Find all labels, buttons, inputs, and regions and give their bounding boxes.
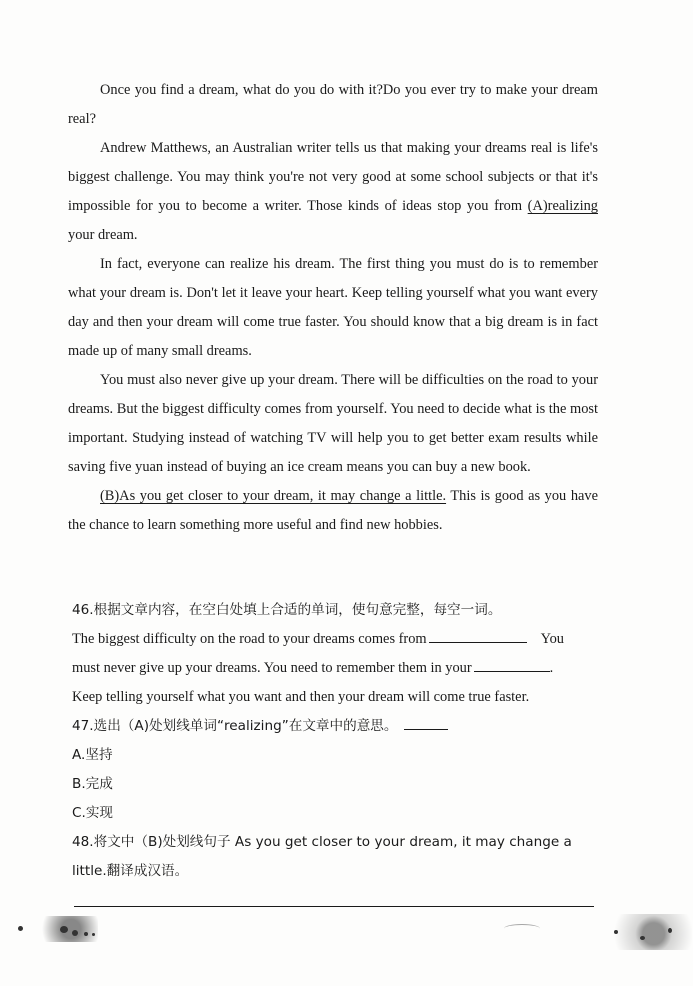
underlined-sentence-b: (B)As you get closer to your dream, it may change a little. [100,488,447,504]
scan-speck [92,933,95,936]
scan-speck [60,926,68,933]
passage-paragraph-1: Once you find a dream, what do you do with it?Do you ever try to make your dream real? [68,82,598,127]
reading-passage [68,76,598,540]
question-48-prompt: 48.将文中（B)处划线句子 As you get closer to your dream, it may change a little.翻译成汉语。 [72,834,572,879]
question-46-line-2 [72,654,600,683]
question-46-line-1-tail: You [540,631,564,647]
scan-speck [640,936,645,940]
scan-smudge-middle [504,924,540,933]
question-47-option-b[interactable]: B.完成 [72,776,113,792]
question-46-line-1 [72,625,600,654]
scan-speck [614,930,618,934]
passage-paragraph-2-end: your dream. [68,227,138,243]
question-47-option-c[interactable]: C.实现 [72,805,114,821]
question-46-blank-1[interactable] [429,628,527,643]
question-47-prompt: 47.选出（A)处划线单词“realizing”在文章中的意思。 [72,718,398,734]
passage-paragraph-5-text: This is good as you have the chance to learn something more useful and find new hobbies. [68,488,598,533]
passage-paragraph-3: In fact, everyone can realize his dream. The first thing you must do is to remember what your dream is. Don't let it leave your heart. Keep telling yourself what you want every day and then your dream will come true faster. You should know that a big dream is in fact made up of many small dreams. [68,256,598,359]
passage-paragraph-5 [68,482,598,540]
question-46-prompt: 46.根据文章内容，在空白处填上合适的单词，使句意完整，每空一词。 [72,602,502,618]
question-46-line-2-text: must never give up your dreams. You need to remember them in your [72,660,472,676]
passage-paragraph-2 [68,134,598,250]
question-48-answer-line[interactable] [74,906,594,907]
question-47-option-a[interactable]: A.坚持 [72,747,113,763]
scan-speck [668,928,672,933]
question-46-line-2-tail: . [549,660,554,676]
question-47-answer-blank[interactable] [404,715,448,730]
scan-speck [72,930,78,936]
questions-section [72,596,600,886]
question-46-line-1-text: The biggest difficulty on the road to your dreams comes from [72,631,427,647]
scan-smudge-right [596,914,692,950]
question-46-line-3: Keep telling yourself what you want and then your dream will come true faster. [72,689,530,705]
question-46-blank-2[interactable] [474,657,550,672]
underlined-word-a: (A)realizing [527,198,598,214]
scan-speck [18,926,23,931]
question-47-prompt-line [72,712,600,741]
passage-paragraph-4: You must also never give up your dream. There will be difficulties on the road to your dreams. But the biggest difficulty comes from yourself. You need to decide what is the most important. Studying instead of watching TV will help you to get better exam results while saving five yuan instead of buying an ice cream means you can buy a new book. [68,372,598,475]
scan-speck [84,932,88,936]
passage-paragraph-2-text: Andrew Matthews, an Australian writer tells us that making your dreams real is life's biggest challenge. You may think you're not very good at some school subjects or that it's impossible for you to become a writer. Those kinds of ideas stop you from [68,140,598,214]
